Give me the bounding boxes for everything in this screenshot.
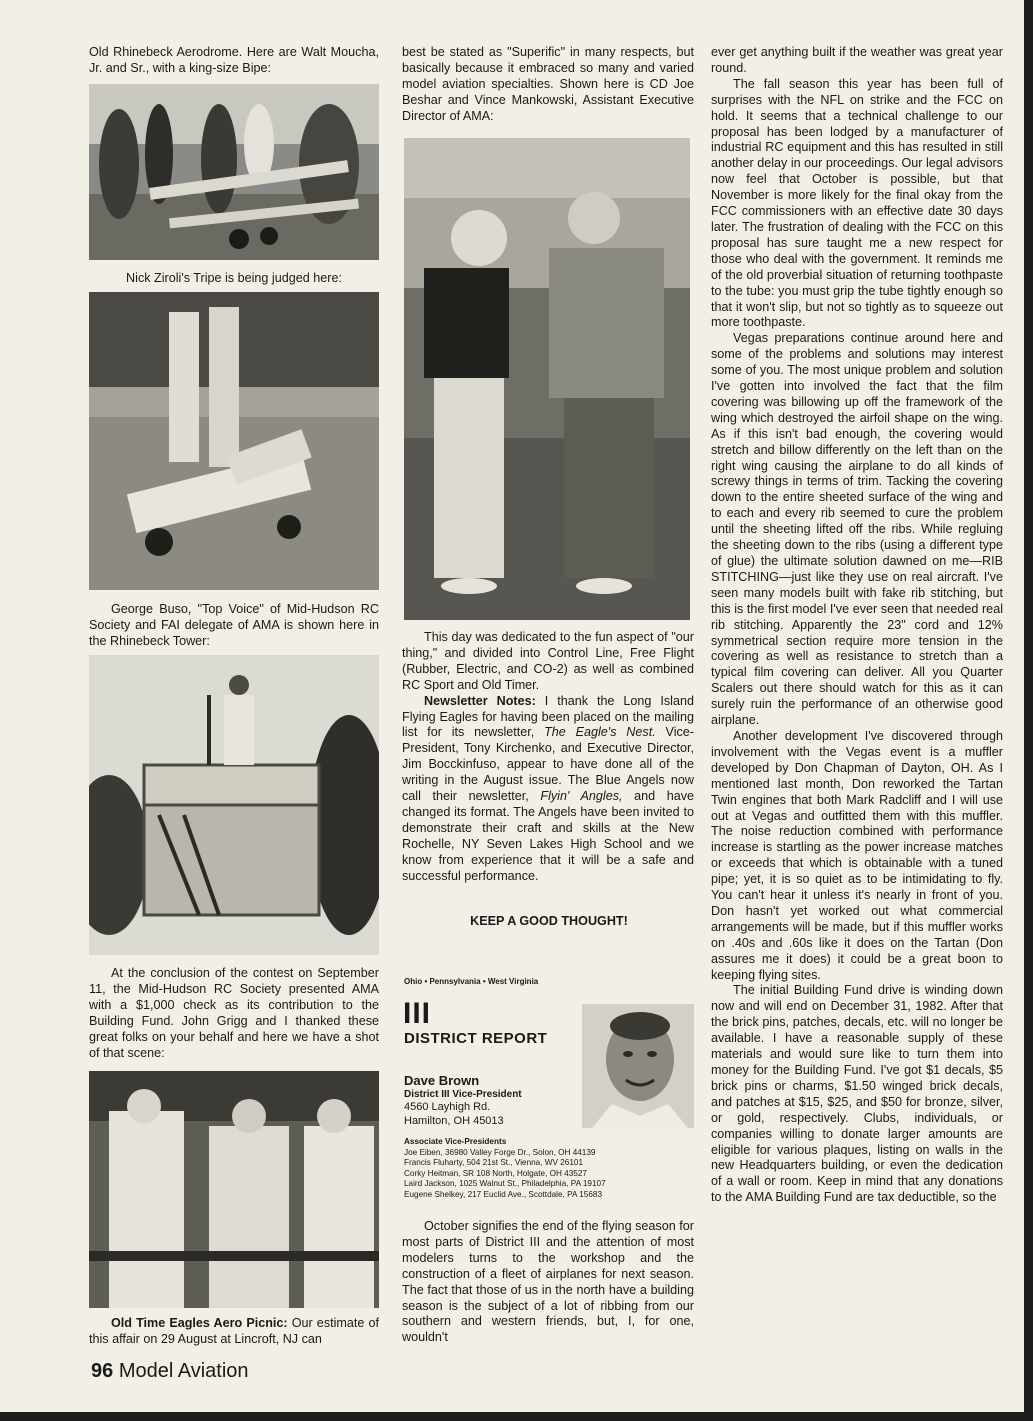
col3-p1: The fall season this year has been full of surprises with the NFL on strike and the FCC on hold. It seems that a technical challenge to our proposal has been lodged by a manufacturer of industrial RC equipment and this has resulted in still another delay in our proceedings. Our legal advisors now feel that October is possible, but that November is more likely for the final okay from the FCC commissioners with an effective date 30 days later. The frustration of dealing with the FCC on this proposal has sure taught me a new respect for those who deal with the government. It reminds me of the old proverbial situation of returning toothpaste to the tube: you must grip the tube tightly enough so that it won't slip, but not so tightly as to squeeze out more toothpaste. [711,76,1003,330]
vp-address-1: 4560 Layhigh Rd. [404,1101,491,1113]
vp-name: Dave Brown [404,1073,480,1088]
vp-title: District III Vice-President [404,1088,522,1100]
newsletter-text-c: and have changed its format. The Angels have been invited to demonstrate their craft and skills at the New Rochelle, NY Seven Lakes High School and we know from experience that it will be a safe and successful performance. [402,789,695,883]
newsletter-text-b: Vice-President, Tony Kirchenko, and Executive Director, Jim Bocckinfuso, appear to have done all of the writing in the August issue. The Blue Angels now call their newsletter, [402,725,694,804]
col2-top-text: best be stated as "Superific" in many respects, but basically because it embraced so many and varied model aviation specialties. Shown here is CD Joe Beshar and Vince Mankowski, Assistant Executive Director of AMA: [402,45,694,123]
col3-p4: The initial Building Fund drive is winding down now and will end on December 31, 1982. After that the brick pins, patches, decals, etc. will no longer be available. I have a reasonable supply of these materials and would sure like to turn them into money for the Building Fund. I've got $1 decals, $5 brick pins or charms, $1.50 winged brick decals, and patches at $15, $25, and $50 for bronze, silver, or gold, respectively. Clubs, individuals, or companies willing to donate larger amounts are eligible for various plaques, listing on walls in the new Headquarters building, or even the dedication of a wall or room. Keep in mind that any donations to the AMA Building Fund are tax deductible, so the [711,983,1003,1205]
col3-p3: Another development I've discovered through involvement with the Vegas event is a muffler developed by Don Chapman of Dayton, OH. As I mentioned last month, Don reworked the Tartan Twin engines that both Mark Radcliff and I will use out at Vegas and outfitted them with this muffler. The noise reduction combined with performance increase is startling as the power increase matches or exceeds that which is obtainable with a tuned pipe; yet, it is so quiet as to be intimidating to fly. You can't hear it unless it's nearly in front of you. Don hasn't yet worked out what commercial arrangements will be made, but if this muffler works on .40s and .60s like it does on the Tartan (Don assures me it does) it could be a great boon to keeping flying sites. [711,728,1003,982]
col1-intro [89,45,379,77]
col2-p3: October signifies the end of the flying season for most parts of District III and the attention of most modelers turns to the workshop and the construction of a fleet of airplanes for next season. The fact that those of us in the north have a building season is the subject of a lot of ribbing from our southern and western friends, but, I, for one, wouldn't [402,1219,694,1345]
district-number: III [403,997,432,1030]
associate-vps [404,1137,606,1201]
keep-good-thought: KEEP A GOOD THOUGHT! [470,914,628,928]
photo-beshar-mankowski [404,138,690,620]
caption-aero-picnic [89,1316,379,1348]
col1-intro-text: Old Rhinebeck Aerodrome. Here are Walt Moucha, Jr. and Sr., with a king-size Bipe: [89,45,379,75]
caption-aero-picnic-text: Our estimate of this affair on 29 August at Lincroft, NJ can [89,1316,379,1346]
photo-king-size-bipe [89,84,379,260]
col2-p1: This day was dedicated to the fun aspect of "our thing," and divided into Control Line, Free Flight (Rubber, Electric, and CO-2) as well as combined RC Sport and Old Timer. [402,630,694,692]
col3-p0: ever get anything built if the weather was great year round. [711,45,1003,75]
col3 [711,45,1003,1206]
col2-body [402,630,694,885]
page-folio [91,1360,249,1383]
associate-vp: Laird Jackson, 1025 Walnut St., Philadelphia, PA 19107 [404,1179,606,1189]
newsletter-title-eagles: The Eagle's Nest. [544,725,656,740]
vp-block [404,1074,522,1128]
photo-dave-brown [582,1004,694,1128]
associate-vp: Joe Eiben, 36980 Valley Forge Dr., Solon, OH 44139 [404,1147,596,1157]
district-states: Ohio • Pennsylvania • West Virginia [404,977,539,986]
col2-p2 [402,694,694,885]
associate-vp: Eugene Shelkey, 217 Euclid Ave., Scottdale, PA 15683 [404,1189,603,1199]
associate-vp: Francis Fluharty, 504 21st St., Vienna, WV 26101 [404,1158,584,1168]
caption-buso: George Buso, "Top Voice" of Mid-Hudson RC Society and FAI delegate of AMA is shown here in the Rhinebeck Tower: [89,602,379,648]
associate-vp: Corky Heitman, SR 108 North, Holgate, OH 43527 [404,1168,587,1178]
photo-rhinebeck-tower [89,655,379,955]
vp-address-2: Hamilton, OH 45013 [404,1114,504,1127]
caption-check: At the conclusion of the contest on September 11, the Mid-Hudson RC Society presented AMA with a $1,000 check as its contribution to the Building Fund. John Grigg and I thanked these great folks on your behalf and here we have a shot of that scene: [89,966,379,1060]
caption-tripe: Nick Ziroli's Tripe is being judged here: [126,271,342,285]
col2-bottom [402,1219,694,1346]
newsletter-title-angles: Flyin' Angles, [540,789,623,804]
magazine-name: Model Aviation [118,1360,249,1382]
associate-vps-heading: Associate Vice-Presidents [404,1137,507,1146]
caption-aero-picnic-lead: Old Time Eagles Aero Picnic: [111,1316,288,1330]
col3-p2: Vegas preparations continue around here and some of the problems and solutions may interest some of you. The most unique problem and solution I've gotten into involved the fact that the film covering was billowing up off the framework of the wing which destroyed the airfoil shape on the wing. As if this isn't bad enough, the covering would stretch and billow differently on the left than on the right wing causing the airplane to do all kinds of screwy things in terms of trim. Tacking the covering down to the entire sheeted surface of the wing and to each and every rib seemed to cure the problem until the sheeting lifted off the ribs. While regluing the sheeting down to the ribs (using a different type of glue) the ultimate solution dawned on me—RIB STITCHING—just like they use on real aircraft. I've seen many models built with fake rib stitching, but this is the first model I've ever seen that needed real rib stitching. Apparently the 23" cord and 12% symmetrical section require more tension in the covering as well as resistance to stretch than a typical film covering can deliver. All you Quarter Scalers out there should watch for this as it can surely ruin the performance of an otherwise good airplane. [711,331,1003,728]
photo-tripe-judged [89,292,379,590]
page-number: 96 [91,1360,114,1382]
photo-check-presentation [89,1071,379,1308]
col2-top [402,45,694,125]
district-report-title: DISTRICT REPORT [404,1030,548,1047]
newsletter-lead: Newsletter Notes: [424,693,536,708]
newsletter-text-a: I thank the Long Island Flying Eagles for having been placed on the mailing list for its newsletter, [402,693,694,740]
